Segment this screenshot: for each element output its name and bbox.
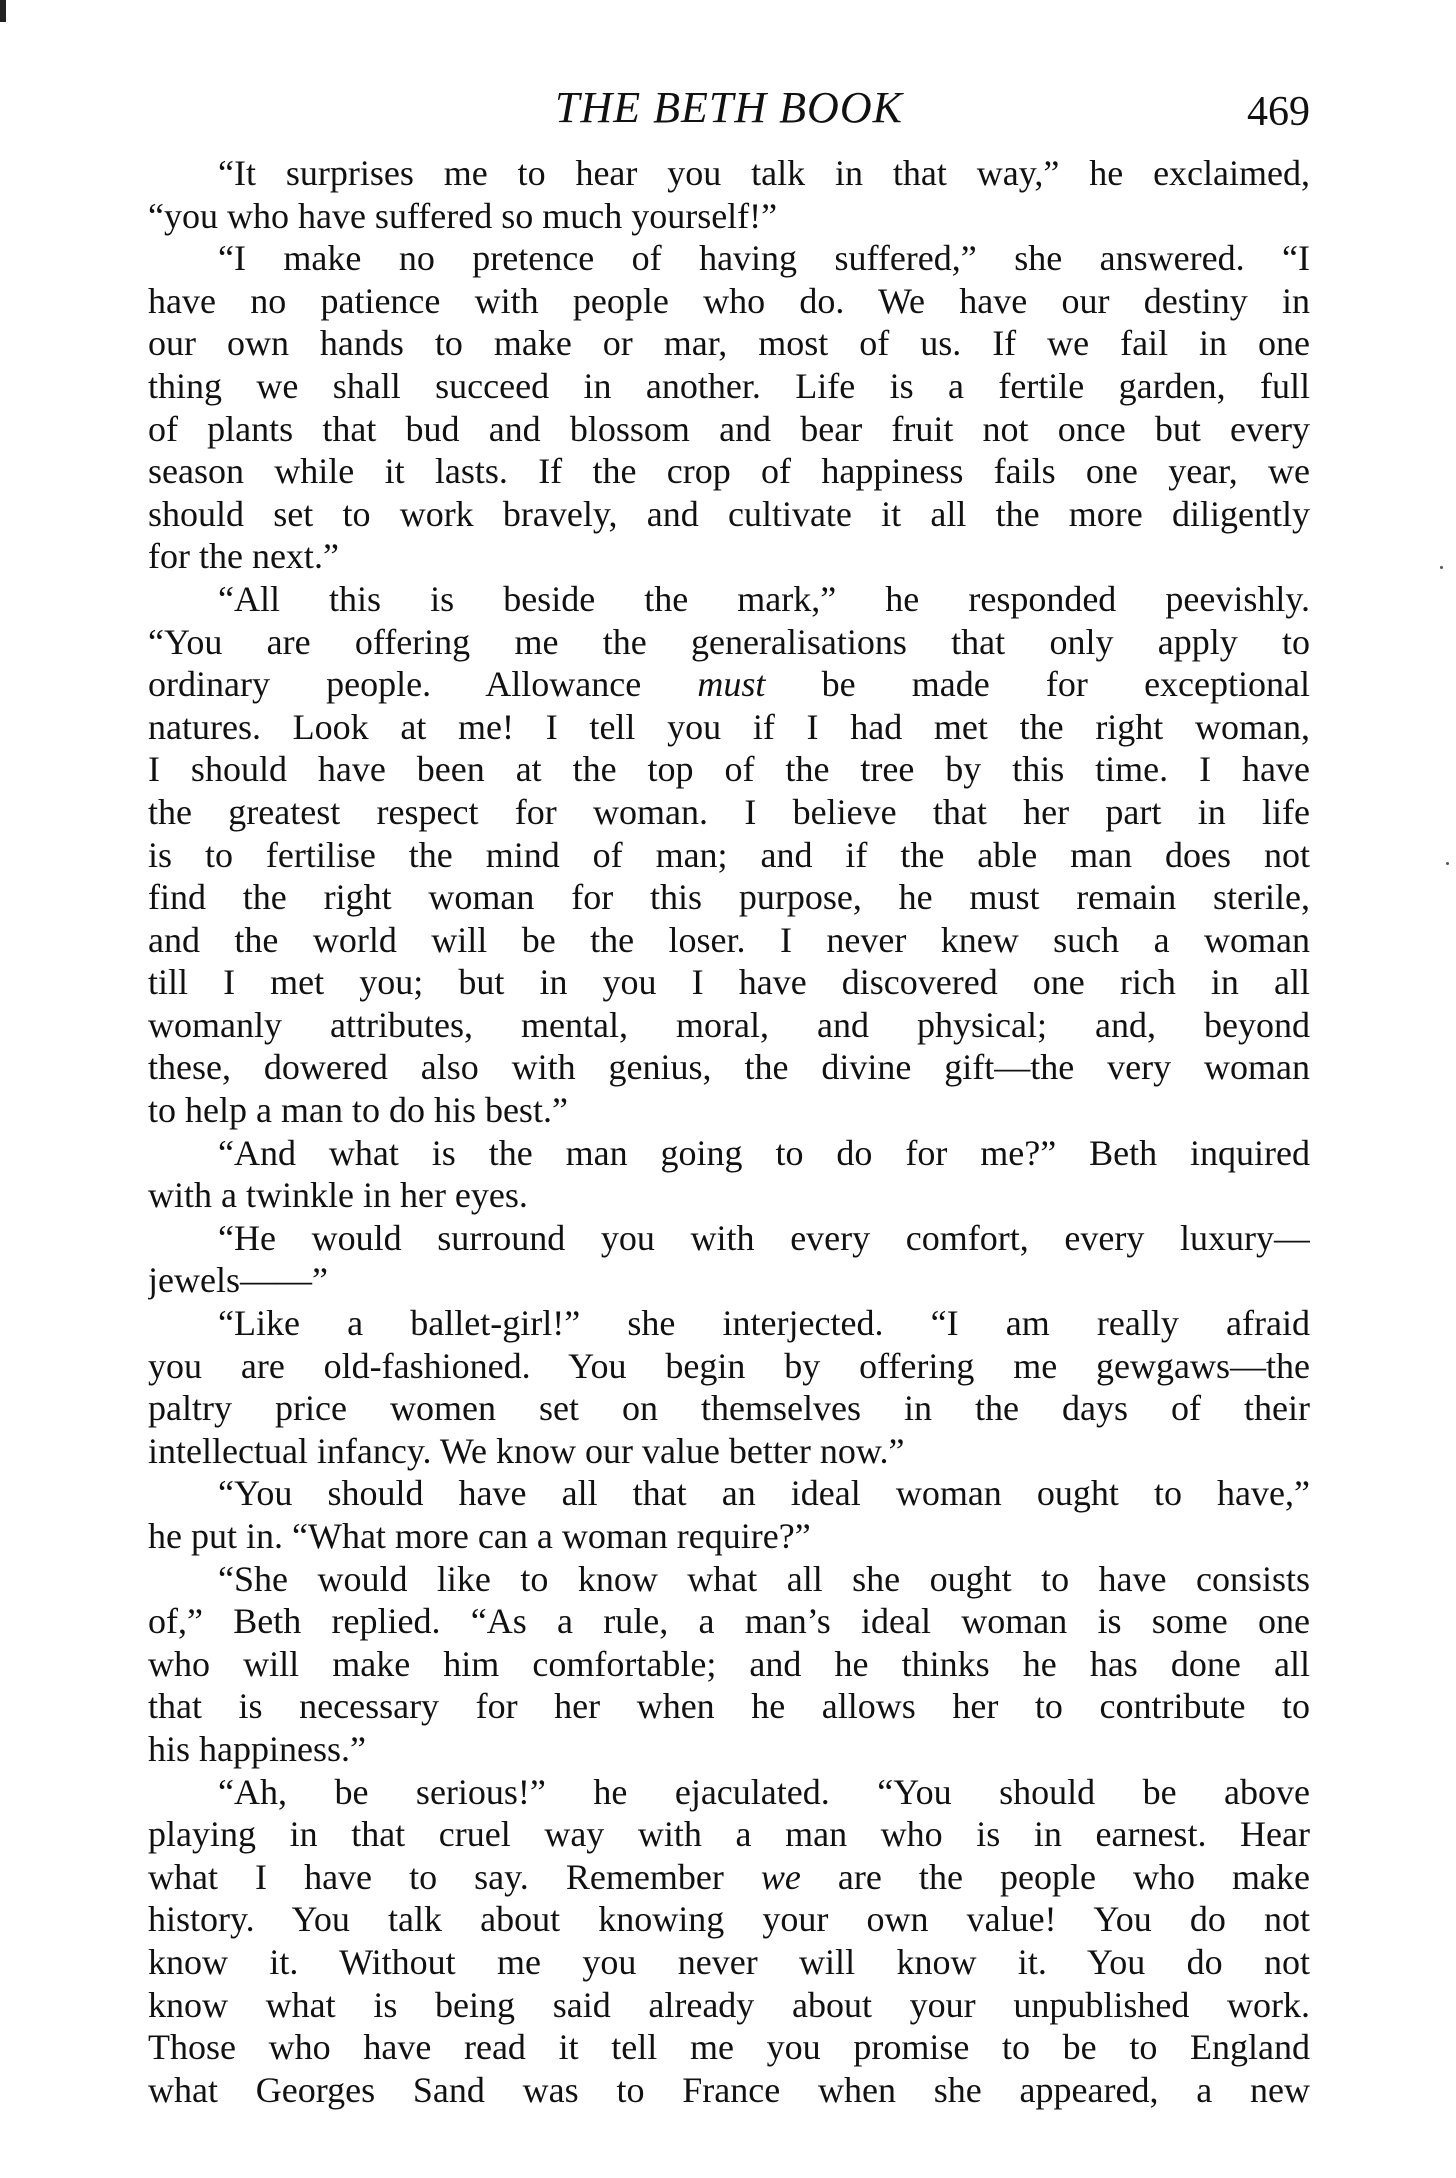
running-head [148, 78, 1310, 138]
text-line: find the right woman for this purpose, he must remain sterile, [148, 877, 1310, 918]
text-line: of,” Beth replied. “As a rule, a man’s ideal woman is some one [148, 1601, 1310, 1642]
text-line: what Georges Sand was to France when she appeared, a new [148, 2069, 1310, 2110]
text-line: you are old-fashioned. You begin by offering me gewgaws—the [148, 1345, 1310, 1386]
text-line: for the next.” [148, 536, 339, 577]
text-line: have no patience with people who do. We have our destiny in [148, 280, 1310, 321]
scan-speck [1446, 862, 1449, 865]
text-line: intellectual infancy. We know our value better now.” [148, 1430, 905, 1471]
text-line: “She would like to know what all she ought to have consists [218, 1558, 1310, 1599]
body-text [148, 152, 1310, 2111]
text-line: I should have been at the top of the tree by this time. I have [148, 749, 1310, 790]
scan-speck [1440, 566, 1443, 569]
text-line: paltry price women set on themselves in the days of their [148, 1388, 1310, 1429]
text-line: his happiness.” [148, 1728, 366, 1769]
text-line: that is necessary for her when he allows her to contribute to [148, 1686, 1310, 1727]
text-line: “And what is the man going to do for me?” Beth inquired [218, 1132, 1310, 1173]
text-line: is to fertilise the mind of man; and if the able man does not [148, 834, 1310, 875]
text-line: “All this is beside the mark,” he responded peevishly. [218, 578, 1310, 619]
text-line: “I make no pretence of having suffered,” she answered. “I [218, 238, 1310, 279]
text-line: he put in. “What more can a woman require?” [148, 1516, 811, 1556]
text-line: know what is being said already about your unpublished work. [148, 1984, 1310, 2025]
book-page [148, 0, 1310, 2178]
text-line: till I met you; but in you I have discovered one rich in all [148, 962, 1310, 1003]
text-line: our own hands to make or mar, most of us. If we fail in one [148, 323, 1310, 364]
text-line: “Ah, be serious!” he ejaculated. “You should be above [218, 1771, 1310, 1812]
text-line: to help a man to do his best.” [148, 1090, 568, 1131]
running-title: THE BETH BOOK [555, 83, 903, 132]
text-line: with a twinkle in her eyes. [148, 1175, 528, 1216]
text-line: ordinary people. Allowance must be made for exceptional [148, 664, 1310, 705]
text-line: “You should have all that an ideal woman ought to have,” [218, 1473, 1310, 1514]
text-line: of plants that bud and blossom and bear fruit not once but every [148, 408, 1310, 449]
text-line: womanly attributes, mental, moral, and physical; and, beyond [148, 1004, 1310, 1045]
text-line: “Like a ballet-girl!” she interjected. “I am really afraid [218, 1303, 1310, 1344]
text-line: what I have to say. Remember we are the people who make [148, 1856, 1310, 1897]
text-line: who will make him comfortable; and he thinks he has done all [148, 1643, 1310, 1684]
text-line: playing in that cruel way with a man who is in earnest. Hear [148, 1814, 1310, 1855]
text-line: “He would surround you with every comfort, every luxury— [218, 1217, 1310, 1258]
text-line: these, dowered also with genius, the divine gift—the very woman [148, 1047, 1310, 1088]
text-line: natures. Look at me! I tell you if I had met the right woman, [148, 706, 1310, 747]
text-line: history. You talk about knowing your own value! You do not [148, 1899, 1310, 1940]
text-line: thing we shall succeed in another. Life is a fertile garden, full [148, 365, 1310, 406]
text-line: should set to work bravely, and cultivate it all the more diligently [148, 493, 1310, 534]
text-line: the greatest respect for woman. I believe that her part in life [148, 791, 1310, 832]
text-line: season while it lasts. If the crop of happiness fails one year, we [148, 451, 1310, 492]
text-line: “It surprises me to hear you talk in that way,” he exclaimed, [218, 153, 1310, 193]
text-line: “you who have suffered so much yourself!” [148, 195, 778, 236]
page-number: 469 [1247, 89, 1310, 135]
text-line: and the world will be the loser. I never knew such a woman [148, 919, 1310, 960]
text-line: know it. Without me you never will know it. You do not [148, 1941, 1310, 1982]
text-line: jewels——” [148, 1260, 328, 1301]
text-line: “You are offering me the generalisations that only apply to [148, 621, 1310, 662]
text-line: Those who have read it tell me you promise to be to England [148, 2027, 1310, 2068]
scan-edge-mark [0, 0, 6, 22]
